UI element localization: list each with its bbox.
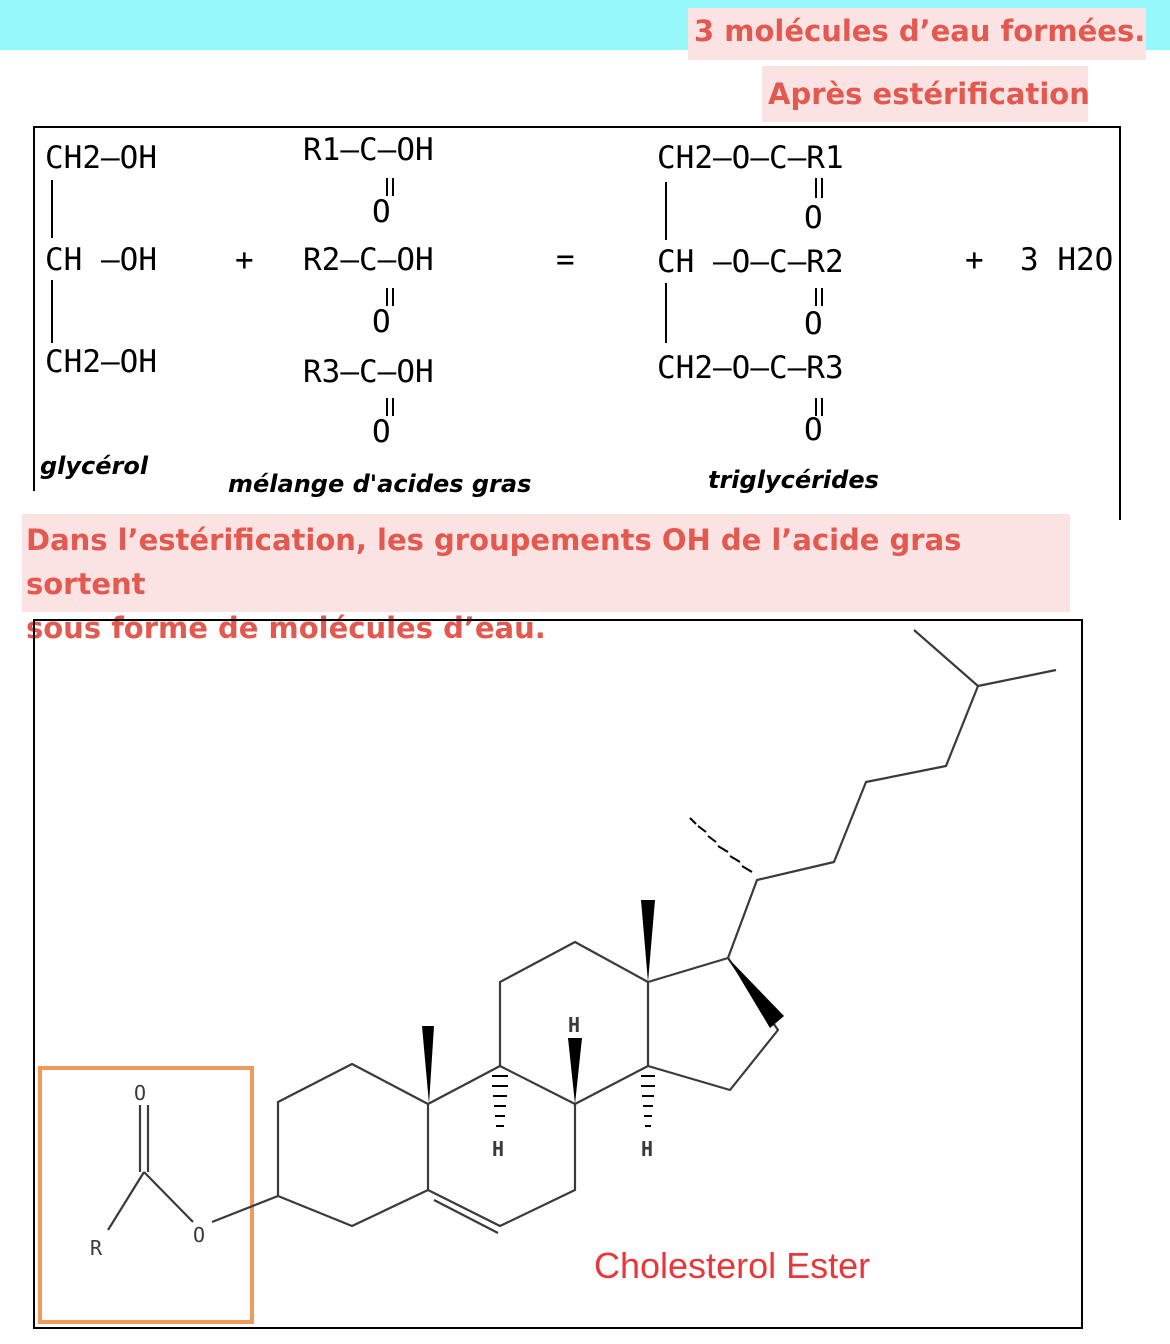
fatty-acids-label: mélange d'acides gras <box>228 470 532 498</box>
acid-row-2: R2—C—OH <box>303 242 434 278</box>
acid-row-3: R3—C—OH <box>303 354 434 390</box>
hydrogen-label-1: H <box>568 1013 581 1037</box>
acid-oxygen-1: O <box>372 194 391 230</box>
hydrogen-label-2: H <box>492 1137 505 1161</box>
reaction-diagram <box>0 120 1170 520</box>
cholesterol-ester-title: Cholesterol Ester <box>594 1245 871 1286</box>
glycerol-row-2: CH —OH <box>45 242 157 278</box>
esterification-note-line-2: sous forme de molécules d’eau. <box>26 611 546 645</box>
ester-row-3: CH2—O—C—R3 <box>657 350 844 386</box>
ester-row-1: CH2—O—C—R1 <box>657 140 844 176</box>
water-product: 3 H2O <box>1020 242 1114 278</box>
esterification-note <box>22 514 1070 645</box>
cholesterol-ester-diagram <box>0 612 1170 1344</box>
ester-r-group: R <box>90 1236 103 1260</box>
plus-sign-2: + <box>965 242 984 278</box>
acid-oxygen-3: O <box>372 414 391 450</box>
reaction-frame <box>34 127 1120 520</box>
ester-row-2: CH —O—C—R2 <box>657 244 844 280</box>
after-esterification-note: Après estérification <box>762 66 1088 122</box>
triglycerides-label: triglycérides <box>708 466 879 494</box>
water-formed-note: 3 molécules d’eau formées. <box>688 8 1146 60</box>
cholesterol-frame <box>34 620 1082 1328</box>
acid-oxygen-2: O <box>372 304 391 340</box>
ester-oxygen-2: O <box>804 306 823 342</box>
glycerol-row-3: CH2—OH <box>45 344 157 380</box>
equals-sign: = <box>556 242 575 278</box>
ester-oxygen-1: O <box>804 200 823 236</box>
hydrogen-label-3: H <box>641 1137 654 1161</box>
ester-oxygen-3: O <box>804 412 823 448</box>
acid-row-1: R1—C—OH <box>303 132 434 168</box>
plus-sign-1: + <box>235 242 254 278</box>
ester-carbonyl-oxygen: O <box>134 1081 147 1105</box>
glycerol-label: glycérol <box>40 452 149 480</box>
ester-oxygen: O <box>193 1223 206 1247</box>
glycerol-row-1: CH2—OH <box>45 140 157 176</box>
ester-group-highlight <box>40 1068 252 1322</box>
esterification-note-line-1: Dans l’estérification, les groupements OH de l’acide gras sortent <box>26 523 962 601</box>
